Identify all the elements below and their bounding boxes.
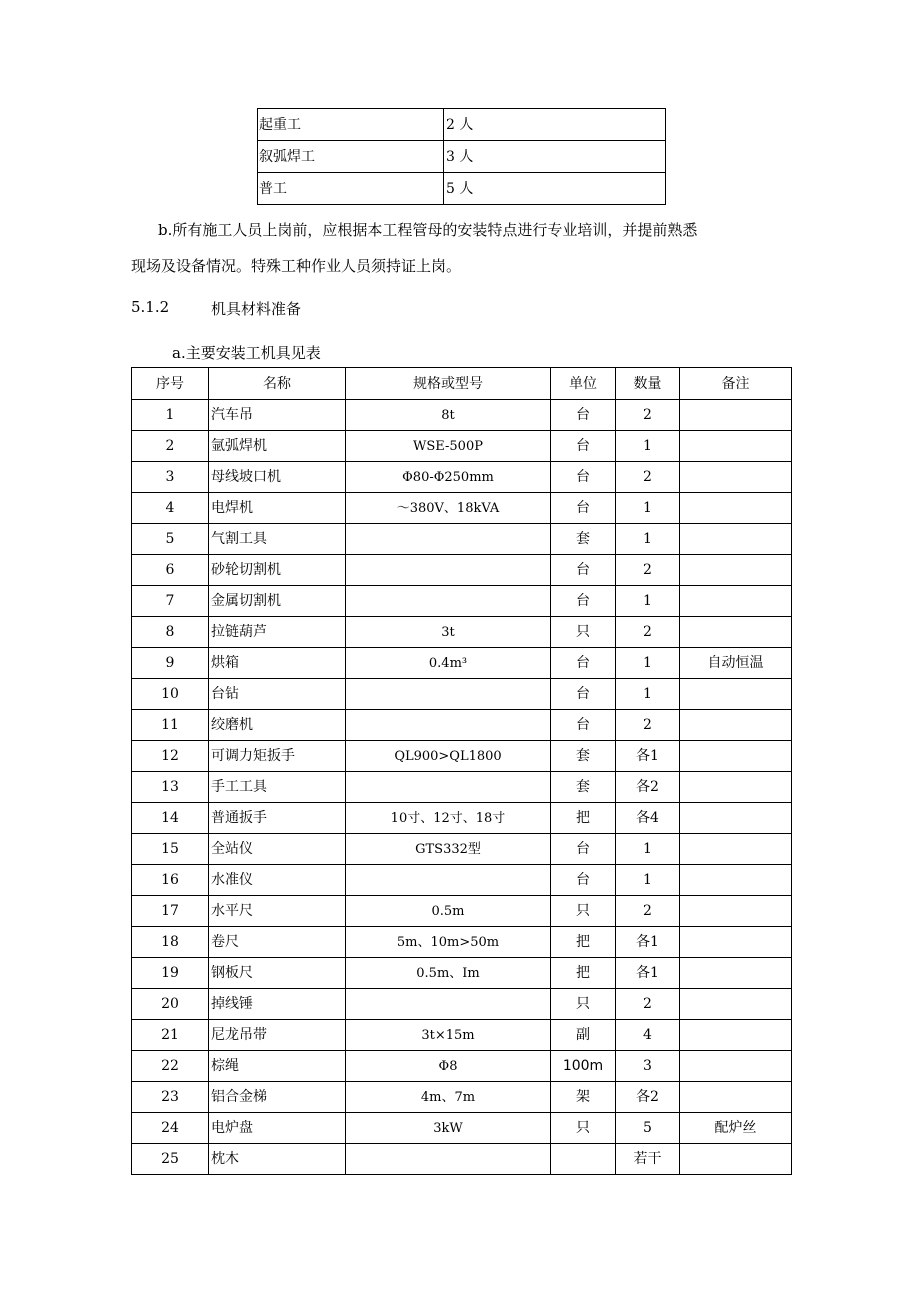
row-note [680, 555, 792, 586]
row-spec: 4m、7m [346, 1082, 551, 1113]
row-name: 普通扳手 [209, 803, 346, 834]
row-spec: GTS332型 [346, 834, 551, 865]
row-note [680, 493, 792, 524]
row-qty: 1 [616, 586, 680, 617]
row-unit: 副 [551, 1020, 616, 1051]
row-name: 尼龙吊带 [209, 1020, 346, 1051]
row-qty: 各1 [616, 927, 680, 958]
tools-row [132, 958, 792, 989]
row-spec: 3kW [346, 1113, 551, 1144]
tools-row [132, 555, 792, 586]
row-qty: 1 [616, 648, 680, 679]
row-no: 20 [132, 989, 209, 1020]
row-spec: 5m、10m>50m [346, 927, 551, 958]
row-no: 6 [132, 555, 209, 586]
row-spec [346, 679, 551, 710]
row-unit: 台 [551, 865, 616, 896]
row-name: 水平尺 [209, 896, 346, 927]
row-unit: 台 [551, 400, 616, 431]
row-qty: 1 [616, 493, 680, 524]
row-note [680, 1082, 792, 1113]
tools-table [131, 367, 792, 1175]
row-spec [346, 586, 551, 617]
row-qty: 各1 [616, 741, 680, 772]
row-qty: 1 [616, 524, 680, 555]
row-name: 汽车吊 [209, 400, 346, 431]
tools-row [132, 648, 792, 679]
row-spec: 0.5m、Im [346, 958, 551, 989]
row-unit: 台 [551, 462, 616, 493]
row-note [680, 524, 792, 555]
tools-row [132, 927, 792, 958]
row-no: 7 [132, 586, 209, 617]
row-name: 烘箱 [209, 648, 346, 679]
row-spec [346, 989, 551, 1020]
row-name: 掉线锤 [209, 989, 346, 1020]
row-qty: 若干 [616, 1144, 680, 1175]
row-name: 台钻 [209, 679, 346, 710]
row-qty: 4 [616, 1020, 680, 1051]
row-unit: 架 [551, 1082, 616, 1113]
row-note [680, 927, 792, 958]
row-no: 2 [132, 431, 209, 462]
row-unit: 台 [551, 555, 616, 586]
row-name: 电焊机 [209, 493, 346, 524]
row-name: 手工工具 [209, 772, 346, 803]
row-name: 水准仪 [209, 865, 346, 896]
row-note [680, 1144, 792, 1175]
row-note [680, 1051, 792, 1082]
row-name: 氩弧焊机 [209, 431, 346, 462]
staff-role: 普工 [258, 173, 444, 205]
tools-row [132, 741, 792, 772]
section-title: 机具材料准备 [211, 300, 302, 318]
row-unit: 台 [551, 431, 616, 462]
row-name: 全站仪 [209, 834, 346, 865]
row-qty: 2 [616, 400, 680, 431]
row-no: 8 [132, 617, 209, 648]
tools-row [132, 524, 792, 555]
row-spec [346, 1144, 551, 1175]
row-note [680, 772, 792, 803]
staff-role: 叙弧焊工 [258, 141, 444, 173]
header-no: 序号 [132, 368, 209, 400]
row-qty: 2 [616, 555, 680, 586]
row-unit: 台 [551, 679, 616, 710]
tools-row [132, 679, 792, 710]
row-qty: 1 [616, 865, 680, 896]
tools-row [132, 617, 792, 648]
staff-count: 3 人 [444, 141, 666, 173]
row-no: 11 [132, 710, 209, 741]
row-name: 卷尺 [209, 927, 346, 958]
row-note: 配炉丝 [680, 1113, 792, 1144]
row-no: 9 [132, 648, 209, 679]
tools-header-row [132, 368, 792, 400]
row-name: 电炉盘 [209, 1113, 346, 1144]
row-note [680, 834, 792, 865]
row-name: 铝合金梯 [209, 1082, 346, 1113]
row-unit: 套 [551, 772, 616, 803]
row-qty: 3 [616, 1051, 680, 1082]
row-name: 砂轮切割机 [209, 555, 346, 586]
row-no: 13 [132, 772, 209, 803]
staff-role: 起重工 [258, 109, 444, 141]
tools-row [132, 834, 792, 865]
row-name: 气割工具 [209, 524, 346, 555]
tools-row [132, 1051, 792, 1082]
staff-count: 2 人 [444, 109, 666, 141]
row-spec: 10寸、12寸、18寸 [346, 803, 551, 834]
tools-row [132, 1082, 792, 1113]
tools-row [132, 989, 792, 1020]
tools-row [132, 710, 792, 741]
staff-count: 5 人 [444, 173, 666, 205]
row-qty: 1 [616, 431, 680, 462]
tools-row [132, 1113, 792, 1144]
row-unit: 台 [551, 834, 616, 865]
row-unit: 台 [551, 586, 616, 617]
row-unit: 套 [551, 741, 616, 772]
row-note [680, 431, 792, 462]
row-note [680, 989, 792, 1020]
row-no: 19 [132, 958, 209, 989]
row-qty: 各2 [616, 772, 680, 803]
row-note [680, 741, 792, 772]
row-no: 22 [132, 1051, 209, 1082]
row-unit: 只 [551, 1113, 616, 1144]
row-no: 17 [132, 896, 209, 927]
row-unit: 把 [551, 803, 616, 834]
row-unit: 只 [551, 617, 616, 648]
tools-row [132, 431, 792, 462]
row-spec [346, 555, 551, 586]
tools-row [132, 1020, 792, 1051]
row-note [680, 462, 792, 493]
staff-row [258, 109, 666, 141]
tools-row [132, 803, 792, 834]
paragraph-b-line2: 现场及设备情况。特殊工种作业人员须持证上岗。 [131, 257, 462, 275]
row-no: 10 [132, 679, 209, 710]
row-name: 枕木 [209, 1144, 346, 1175]
row-unit: 只 [551, 989, 616, 1020]
row-spec: 0.4m³ [346, 648, 551, 679]
row-unit: 台 [551, 648, 616, 679]
row-name: 金属切割机 [209, 586, 346, 617]
row-name: 棕绳 [209, 1051, 346, 1082]
row-spec [346, 524, 551, 555]
paragraph-b-line1: b.所有施工人员上岗前，应根据本工程管母的安装特点进行专业培训，并提前熟悉 [158, 221, 698, 239]
row-no: 12 [132, 741, 209, 772]
row-spec [346, 865, 551, 896]
tools-row [132, 462, 792, 493]
row-note [680, 617, 792, 648]
row-qty: 2 [616, 896, 680, 927]
header-note: 备注 [680, 368, 792, 400]
row-no: 4 [132, 493, 209, 524]
row-qty: 1 [616, 679, 680, 710]
row-name: 绞磨机 [209, 710, 346, 741]
tools-row [132, 772, 792, 803]
row-qty: 各4 [616, 803, 680, 834]
row-unit: 只 [551, 896, 616, 927]
row-qty: 5 [616, 1113, 680, 1144]
row-spec: ～380V、18kVA [346, 493, 551, 524]
row-name: 可调力矩扳手 [209, 741, 346, 772]
tools-row [132, 586, 792, 617]
row-spec: Φ8 [346, 1051, 551, 1082]
row-note [680, 958, 792, 989]
row-no: 23 [132, 1082, 209, 1113]
tools-row [132, 865, 792, 896]
row-no: 16 [132, 865, 209, 896]
tools-row [132, 1144, 792, 1175]
tools-row [132, 493, 792, 524]
row-qty: 各1 [616, 958, 680, 989]
row-name: 拉链葫芦 [209, 617, 346, 648]
row-no: 25 [132, 1144, 209, 1175]
staff-table [257, 108, 666, 205]
row-qty: 各2 [616, 1082, 680, 1113]
tools-caption: a.主要安装工机具见表 [172, 344, 321, 362]
staff-row [258, 141, 666, 173]
header-qty: 数量 [616, 368, 680, 400]
row-no: 14 [132, 803, 209, 834]
row-name: 母线坡口机 [209, 462, 346, 493]
row-spec: 3t×15m [346, 1020, 551, 1051]
staff-row [258, 173, 666, 205]
row-spec [346, 710, 551, 741]
row-unit: 把 [551, 958, 616, 989]
row-spec: 8t [346, 400, 551, 431]
row-spec [346, 772, 551, 803]
tools-row [132, 896, 792, 927]
header-name: 名称 [209, 368, 346, 400]
tools-table-body [132, 400, 792, 1175]
row-unit [551, 1144, 616, 1175]
row-note [680, 865, 792, 896]
row-note [680, 1020, 792, 1051]
row-note [680, 400, 792, 431]
row-no: 18 [132, 927, 209, 958]
row-note [680, 896, 792, 927]
row-note: 自动恒温 [680, 648, 792, 679]
row-qty: 2 [616, 462, 680, 493]
row-no: 24 [132, 1113, 209, 1144]
row-note [680, 710, 792, 741]
row-unit: 把 [551, 927, 616, 958]
row-qty: 2 [616, 989, 680, 1020]
row-unit: 套 [551, 524, 616, 555]
row-no: 15 [132, 834, 209, 865]
row-unit: 台 [551, 710, 616, 741]
row-no: 21 [132, 1020, 209, 1051]
row-spec: 0.5m [346, 896, 551, 927]
row-qty: 1 [616, 834, 680, 865]
row-spec: QL900>QL1800 [346, 741, 551, 772]
row-unit: 台 [551, 493, 616, 524]
tools-row [132, 400, 792, 431]
row-unit: 100m [551, 1051, 616, 1082]
header-unit: 单位 [551, 368, 616, 400]
row-qty: 2 [616, 710, 680, 741]
row-spec: WSE-500P [346, 431, 551, 462]
row-spec: Φ80-Φ250mm [346, 462, 551, 493]
row-name: 钢板尺 [209, 958, 346, 989]
row-qty: 2 [616, 617, 680, 648]
row-no: 1 [132, 400, 209, 431]
header-spec: 规格或型号 [346, 368, 551, 400]
row-note [680, 803, 792, 834]
row-no: 3 [132, 462, 209, 493]
staff-table-body [258, 109, 666, 205]
row-note [680, 679, 792, 710]
section-number: 5.1.2 [131, 298, 170, 316]
row-note [680, 586, 792, 617]
row-spec: 3t [346, 617, 551, 648]
row-no: 5 [132, 524, 209, 555]
